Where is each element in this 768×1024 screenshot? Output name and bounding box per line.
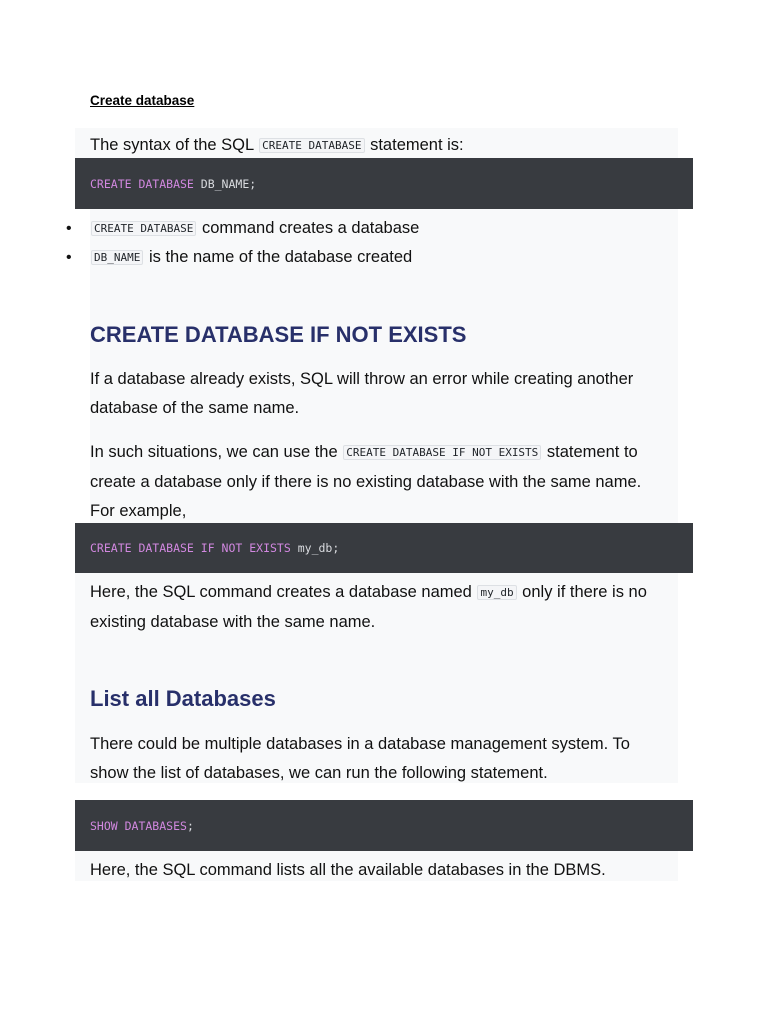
list-item [90, 214, 419, 244]
inline-code: DB_NAME [91, 250, 143, 265]
code-block-if-not-exists [75, 523, 693, 573]
paragraph-line: existing database with the same name. [90, 613, 376, 631]
code-block-show-databases [75, 800, 693, 851]
paragraph-line: For example, [90, 502, 187, 520]
inline-code: CREATE DATABASE [91, 221, 196, 236]
inline-code: my_db [477, 585, 516, 600]
inline-code: CREATE DATABASE IF NOT EXISTS [343, 445, 541, 460]
paragraph-text-after: statement to [546, 443, 638, 461]
list-item-text: is the name of the database created [148, 248, 413, 266]
section-title-if-not-exists: CREATE DATABASE IF NOT EXISTS [90, 322, 467, 347]
syntax-paragraph [90, 131, 464, 161]
paragraph-line [90, 578, 647, 608]
paragraph-line [90, 438, 638, 468]
paragraph-line: show the list of databases, we can run the following statement. [90, 764, 548, 782]
list-item-text: command creates a database [201, 219, 420, 237]
section-title-list-databases: List all Databases [90, 686, 276, 711]
code-keyword: SHOW DATABASES [90, 818, 187, 833]
bullet-icon: • [66, 249, 72, 266]
list-item [90, 243, 412, 273]
paragraph-line: There could be multiple databases in a database management system. To [90, 735, 630, 753]
code-keyword: CREATE DATABASE IF NOT EXISTS [90, 541, 291, 555]
syntax-text-after: statement is: [370, 136, 464, 154]
bullet-icon: • [66, 220, 72, 237]
paragraph-line: database of the same name. [90, 399, 300, 417]
syntax-text-before: The syntax of the SQL [90, 136, 254, 154]
code-block-create-database [75, 158, 693, 209]
paragraph-text-after: only if there is no [522, 583, 647, 601]
page-heading: Create database [90, 93, 195, 108]
paragraph-text-before: In such situations, we can use the [90, 443, 338, 461]
inline-code: CREATE DATABASE [259, 138, 364, 153]
code-identifier: my_db; [290, 541, 340, 555]
paragraph-line: If a database already exists, SQL will throw an error while creating another [90, 370, 634, 388]
paragraph-text-before: Here, the SQL command creates a database named [90, 583, 472, 601]
code-identifier: DB_NAME; [193, 176, 257, 191]
paragraph-line: Here, the SQL command lists all the available databases in the DBMS. [90, 861, 606, 879]
code-keyword: CREATE DATABASE [90, 176, 194, 191]
code-punctuation: ; [186, 818, 194, 833]
paragraph-line: create a database only if there is no existing database with the same name. [90, 473, 642, 491]
